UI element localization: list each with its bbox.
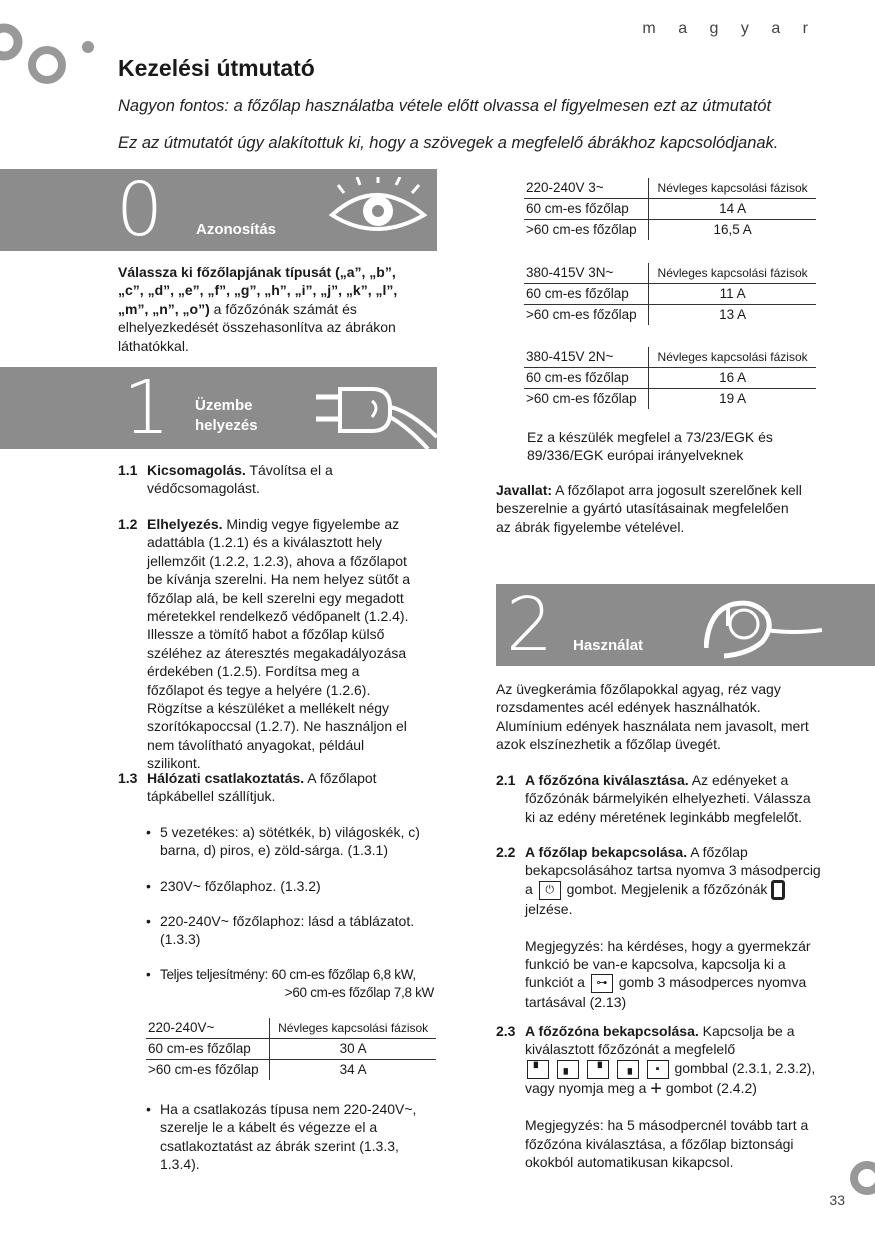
zone-button-1-icon: ▘ (527, 1060, 549, 1079)
zone-button-2-icon: ▖ (557, 1060, 579, 1079)
section-1-number: 1 (123, 367, 171, 449)
language-label: m a g y a r (642, 20, 817, 37)
finger-press-icon (704, 590, 824, 662)
item-1-3: 1.3 Hálózati csatlakoztatás. A főzőlapot tápkábellel szállítjuk. (118, 770, 377, 805)
section-2-band (496, 584, 875, 666)
bullet-power: • Teljes teljesítmény: 60 cm-es főzőlap 6,8 kW, >60 cm-es főzőlap 7,8 kW (146, 967, 434, 1001)
table-220-240v-3: 220-240V 3~ Névleges kapcsolási fázisok 60 cm-es főzőlap 14 A >60 cm-es főzőlap 16,5 A (524, 178, 816, 240)
zone-button-5-icon: ▪ (647, 1060, 669, 1079)
page-title: Kezelési útmutató (118, 55, 315, 81)
eye-icon (326, 177, 431, 243)
child-lock-button-icon: ⊶ (591, 974, 613, 993)
section-0-text: Válassza ki főzőlapjának típusát („a”, „b”, „c”, „d”, „e”, „f”, „g”, „h”, „i”, „j”, „k”, „l”, „m”, „n”, „o”) a főzőzónák számát és elhelyezkedését összehasonlítva az ábrákon láthatókkal. (118, 264, 398, 354)
page-number: 33 (829, 1192, 845, 1208)
plug-icon (310, 377, 437, 449)
item-2-2: 2.2 A főzőlap bekapcsolása. A főzőlap bekapcsolásához tartsa nyomva 3 másodpercig a ⏻ gombot. Megjelenik a főzőzónák jelzése. Megjegyzés: ha kérdéses, hogy a gyermekzár funkció be van-e kapcsolva, kapcsolja ki a funkciót a ⊶ gomb 3 másodperces nyomva tartásával (2.13) (496, 844, 821, 1011)
item-2-1: 2.1 A főzőzóna kiválasztása. Az edényeket a főzőzónák bármelyikén elhelyezheti. Válassza ki az edény méretének leginkább megfelelőt. (496, 772, 811, 825)
table-220-240v: 220-240V~ Névleges kapcsolási fázisok 60 cm-es főzőlap 30 A >60 cm-es főzőlap 34 A (146, 1018, 436, 1080)
section-2-intro: Az üvegkerámia főzőlapokkal agyag, réz vagy rozsdamentes acél edények használhatók. Alumínium edények használata nem javasolt, mert azok elszínezhetik a főzőlap üvegét. (496, 681, 809, 753)
bullet-230v: • 230V~ főzőlaphoz. (1.3.2) (146, 878, 321, 894)
corner-circle (845, 1160, 875, 1196)
bullet-220-240v: • 220-240V~ főzőlaphoz: lásd a táblázatot. (1.3.3) (146, 913, 415, 948)
section-0-number: 0 (116, 169, 164, 251)
logo-circles (0, 20, 100, 100)
bullet-wires: • 5 vezetékes: a) sötétkék, b) világoskék, c) barna, d) piros, e) zöld-sárga. (1.3.1) (146, 824, 420, 859)
section-2-number: 2 (506, 584, 554, 666)
zone-button-3-icon: ▝ (587, 1060, 609, 1079)
zone-button-4-icon: ▗ (617, 1060, 639, 1079)
intro-line-2: Ez az útmutatót úgy alakítottuk ki, hogy a szövegek a megfelelő ábrákhoz kapcsolódjanak. (118, 134, 779, 152)
section-2-label: Használat (573, 637, 644, 654)
section-1-label-2: helyezés (195, 417, 258, 434)
table-380-415v-3n: 380-415V 3N~ Névleges kapcsolási fázisok 60 cm-es főzőlap 11 A >60 cm-es főzőlap 13 A (524, 263, 816, 325)
table-380-415v-2n: 380-415V 2N~ Névleges kapcsolási fázisok 60 cm-es főzőlap 16 A >60 cm-es főzőlap 19 A (524, 347, 816, 409)
zone-indicator-icon (771, 880, 785, 900)
intro-line-1: Nagyon fontos: a főzőlap használatba vétele előtt olvassa el figyelmesen ezt az útmutatót (118, 97, 772, 115)
bullet-connection: • Ha a csatlakozás típusa nem 220-240V~, szerelje le a kábelt és végezze el a csatlakoztatást az ábrák szerint (1.3.3, 1.3.4). (146, 1101, 417, 1173)
section-0-band (0, 169, 437, 251)
power-button-icon: ⏻ (539, 881, 561, 900)
item-1-2: 1.2 Elhelyezés. Mindig vegye figyelembe az adattábla (1.2.1) és a kiválasztott hely jellemzőit (1.2.2, 1.2.3), ahova a főzőlapot be kívánja szerelni. Ha nem helyez sütőt a főzőlap alá, be kell szerelni egy megadott méretekkel rendelkező védőpanelt (1.2.4). Illessze a tömítő habot a főzőlap külső széléhez az áteresztés megakadályozása érdekében (1.2.5). Fordítsa meg a főzőlapot és tegye a helyére (1.2.6). Rögzítse a készüléket a mellékelt négy szorítókapoccsal (1.2.7). Ne használjon el nem távolítható anyagokat, például szilikont. (118, 516, 411, 772)
section-0-label: Azonosítás (196, 221, 277, 238)
section-1-band (0, 367, 437, 449)
section-1-label-1: Üzembe (195, 397, 253, 414)
ce-conformity: Ez a készülék megfelel a 73/23/EGK és 89/336/EGK európai irányelveknek (527, 429, 773, 464)
plus-button-icon: + (650, 1077, 662, 1100)
installer-advice: Javallat: A főzőlapot arra jogosult szerelőnek kell beszerelnie a gyártó utasításainak megfelelően az ábrák figyelembe vételével. (496, 482, 802, 535)
item-2-3-note: Megjegyzés: ha 5 másodpercnél tovább tart a főzőzóna kiválasztása, a főzőlap biztonsági okokból automatikusan kikapcsol. (525, 1117, 809, 1170)
item-1-1: 1.1 Kicsomagolás. Távolítsa el a védőcsomagolást. (118, 462, 333, 497)
item-2-3: 2.3 A főzőzóna bekapcsolása. Kapcsolja be a kiválasztott főzőzónát a megfelelő ▘ ▖ ▝ ▗ ▪ gombbal (2.3.1, 2.3.2), vagy nyomja meg a + gombot (2.4.2) Megjegyzés: ha 5 másodpercnél tovább tart a főzőzóna kiválasztása, a főzőlap biztonsági okokból automatikusan kikapcsol. (496, 1022, 821, 1171)
